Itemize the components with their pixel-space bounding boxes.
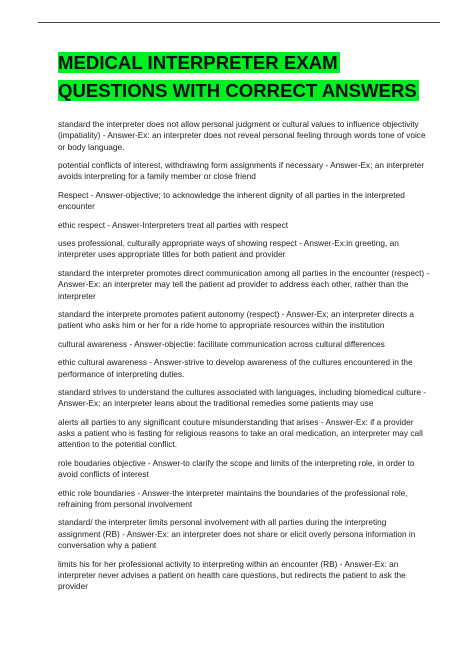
qa-item: cultural awareness - Answer-objectie: facilitate communication across cultural differences: [58, 338, 385, 349]
qa-item: limits his for her professional activity to interpreting within an encounter (RB) - Answer-Ex: an interpreter never advises a patient on health care questions, but redirects the patient to ask the provider: [58, 558, 406, 592]
qa-item: standard the interprete promotes patient autonomy (respect) - Answer-Ex; an interpreter directs a patient who asks him or her for a ride home to appropriate resources within the institution: [58, 308, 415, 331]
document-page: [58, 50, 430, 600]
qa-item: ethic role boundaries - Answer-the interpreter maintains the boundaries of the professional role, refraining from personal involvement: [58, 487, 408, 509]
document-title: MEDICAL INTERPRETER EXAM QUESTIONS WITH CORRECT ANSWERS: [58, 52, 417, 101]
qa-item: standard the interpreter promotes direct communication among all parties in the encounter (respect) - Answer-Ex: an interpreter may tell the patient ad provider to address each other, rather than the interpreter: [58, 267, 430, 301]
qa-item: ethic cultural awareness - Answer-strive to develop awareness of the cultures encountered in the performance of interpreting duties.: [58, 357, 413, 379]
title-block: [58, 50, 430, 106]
qa-item: standard strives to understand the cultures associated with languages, including biomedical culture - Answer-Ex: an interpreter leans about the traditional remedies some patients may use: [58, 387, 427, 409]
qa-item: Respect - Answer-objective; to acknowledge the inherent dignity of all parties in the interpreted encounter: [58, 189, 405, 212]
qa-item: uses professional, culturally appropriate ways of showing respect - Answer-Ex:in greeting, an interpreter uses appropriate titles for both patient and provider: [58, 238, 399, 260]
header-rule: [38, 22, 440, 23]
qa-item: ethic respect - Answer-Interpreters treat all parties with respect: [58, 219, 289, 230]
qa-item: standard the interpreter does not allow personal judgment or cultural values to influence objectivity (impatiality) - Answer-Ex: an interpreter does not reveal personal feeling through words tone of voice or body language.: [58, 119, 426, 152]
qa-item: alerts all parties to any significant couture misunderstanding that arises - Answer-Ex: if a provider asks a patient who is fasting for religious reasons to take an oral medication, an interpreter may call attention to the potential conflict.: [58, 416, 423, 450]
qa-item: potential conflicts of interest, withdrawing form assignments if necessary - Answer-Ex; an interpreter avoids interpreting for a family member or close friend: [58, 160, 425, 182]
qa-item: role boudaries objective - Answer-to clarify the scope and limits of the interpreting role, in order to avoid conflicts of interest: [58, 457, 415, 480]
qa-item: standard/ the interpreter limits personal involvement with all parties during the interpreting assignment (RB) - Answer-Ex: an interpreter does not share or elicit overly persona information in conversation why a patient: [58, 517, 416, 551]
